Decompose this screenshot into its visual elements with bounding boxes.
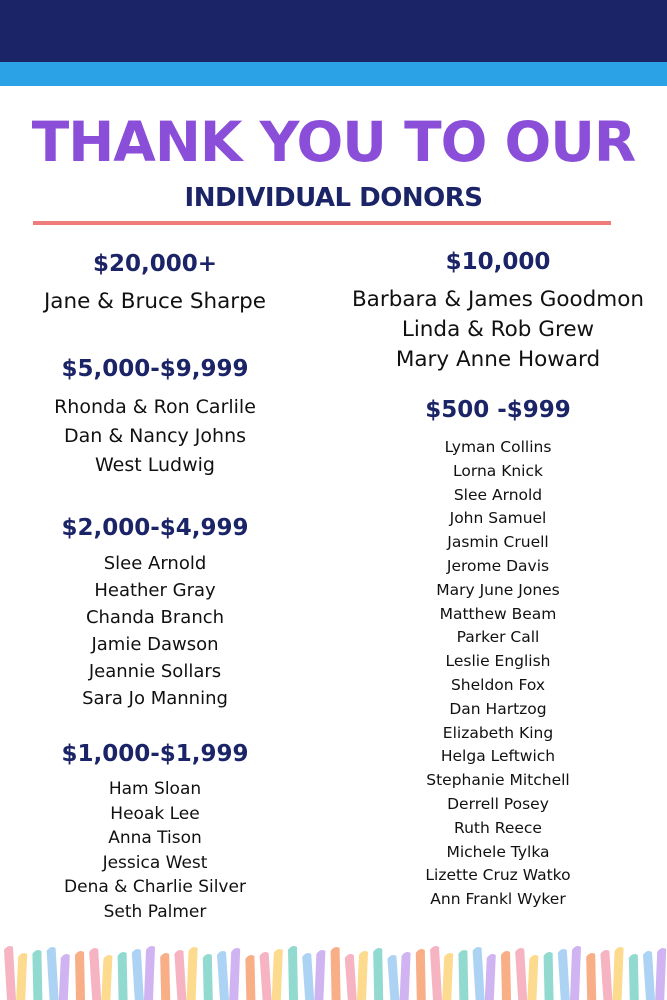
tier-heading-1000: $1,000-$1,999	[61, 741, 249, 767]
paint-stripe	[132, 949, 144, 1000]
paint-stripe	[558, 949, 570, 1000]
donor-name: Chanda Branch	[85, 607, 225, 628]
paint-stripe	[600, 950, 612, 1000]
paint-stripe	[288, 946, 298, 1000]
donor-name: Ham Sloan	[108, 779, 202, 799]
donor-name: Anna Tison	[108, 828, 202, 848]
donor-name: Jasmin Cruell	[447, 533, 549, 552]
donor-name: Helga Leftwich	[440, 747, 556, 766]
donor-name: Derrell Posey	[447, 794, 549, 813]
donor-name: Stephanie Mitchell	[426, 771, 570, 790]
paint-stripe	[101, 955, 112, 1000]
paint-stripe	[655, 948, 666, 1000]
paint-stripe	[643, 951, 655, 1000]
donor-name: Jamie Dawson	[91, 634, 219, 655]
donor-name: Linda & Rob Grew	[401, 317, 595, 342]
donor-name: Mary June Jones	[436, 580, 560, 599]
donor-name: Jerome Davis	[446, 556, 550, 575]
paint-stripe	[32, 950, 42, 1000]
tier-heading-10000: $10,000	[445, 249, 551, 275]
paint-stripe	[458, 950, 468, 1000]
donor-name: Ruth Reece	[454, 818, 542, 837]
right-column	[330, 0, 666, 940]
donor-name: Sara Jo Manning	[82, 688, 228, 709]
donor-name: Heoak Lee	[110, 803, 200, 824]
donor-name: Ann Frankl Wyker	[430, 890, 566, 909]
paint-stripe	[586, 953, 596, 1000]
paint-stripe	[501, 951, 511, 1000]
paint-stripe	[515, 948, 527, 1000]
tier-list-1000	[0, 777, 310, 924]
donor-name: Jane & Bruce Sharpe	[43, 289, 267, 314]
paint-stripe	[4, 946, 16, 1000]
paint-stripe	[473, 947, 485, 1000]
paint-stripe	[89, 948, 101, 1000]
donor-name: Slee Arnold	[453, 485, 543, 504]
paint-stripe	[613, 947, 624, 1000]
tier-list-500	[330, 436, 666, 912]
tier-list-10000	[330, 285, 666, 375]
donor-name: Parker Call	[456, 628, 540, 647]
donor-name: Barbara & James Goodmon	[351, 287, 645, 312]
tier-heading-5000: $5,000-$9,999	[61, 356, 249, 382]
paint-stripe	[527, 955, 538, 1000]
paint-stripe	[144, 946, 155, 1000]
paint-stripe	[314, 950, 325, 1000]
donor-name: Heather Gray	[94, 580, 216, 601]
paint-stripe	[245, 955, 255, 1000]
donor-name: Dan Hartzog	[449, 699, 547, 718]
donor-name: John Samuel	[449, 509, 547, 528]
donor-name: West Ludwig	[95, 454, 215, 476]
paint-stripe	[400, 952, 411, 1000]
page-subtitle: INDIVIDUAL DONORS	[184, 183, 483, 213]
paint-stripe	[174, 950, 186, 1000]
tier-list-2000	[0, 550, 310, 712]
donor-name: Matthew Beam	[439, 604, 557, 623]
paint-stripe	[331, 947, 341, 1000]
donor-name: Slee Arnold	[103, 553, 207, 574]
donor-name: Sheldon Fox	[450, 675, 546, 694]
decorative-paint-stripes	[0, 942, 667, 1000]
tier-list-20000	[0, 287, 310, 317]
paint-stripe	[416, 949, 426, 1000]
tier-heading-2000: $2,000-$4,999	[61, 515, 249, 541]
paint-stripe	[544, 952, 554, 1000]
paint-stripe	[16, 953, 27, 1000]
paint-stripe	[357, 951, 368, 1000]
donor-name: Lyman Collins	[444, 438, 552, 456]
tier-heading-500: $500 -$999	[425, 397, 571, 423]
paint-stripe	[59, 954, 70, 1000]
donor-name: Rhonda & Ron Carlile	[54, 396, 256, 418]
paint-stripe	[485, 954, 496, 1000]
paint-stripe	[570, 946, 581, 1000]
donor-name: Jeannie Sollars	[88, 661, 222, 682]
paint-stripe	[387, 955, 399, 1000]
paint-stripe	[302, 953, 314, 1000]
tier-list-5000	[0, 393, 310, 480]
paint-stripe	[373, 948, 383, 1000]
donor-name: Dan & Nancy Johns	[63, 425, 247, 447]
paint-stripe	[160, 953, 170, 1000]
left-column	[0, 0, 310, 940]
paint-stripe	[345, 954, 357, 1000]
paint-stripe	[629, 954, 639, 1000]
paint-stripe	[442, 953, 453, 1000]
donor-name: Lorna Knick	[453, 461, 543, 480]
paint-stripe	[430, 946, 442, 1000]
paint-stripe	[47, 947, 59, 1000]
donor-name: Elizabeth King	[442, 723, 554, 742]
paint-stripe	[272, 949, 283, 1000]
paint-stripe	[118, 952, 128, 1000]
paint-stripe	[187, 947, 198, 1000]
donor-name: Michele Tylka	[446, 842, 550, 861]
paint-stripe	[217, 951, 229, 1000]
donor-name: Lizette Cruz Watko	[425, 866, 571, 885]
paint-stripe	[75, 951, 85, 1000]
donor-name: Leslie English	[445, 652, 551, 671]
paint-stripe	[203, 954, 213, 1000]
paint-stripe	[229, 948, 240, 1000]
tier-heading-20000: $20,000+	[92, 251, 218, 277]
donor-name: Dena & Charlie Silver	[64, 877, 246, 897]
donor-name: Mary Anne Howard	[395, 347, 601, 372]
donor-name: Jessica West	[102, 852, 208, 873]
donor-name: Seth Palmer	[103, 901, 207, 922]
paint-stripe	[260, 952, 272, 1000]
page-title: THANK YOU TO OUR	[31, 110, 636, 174]
